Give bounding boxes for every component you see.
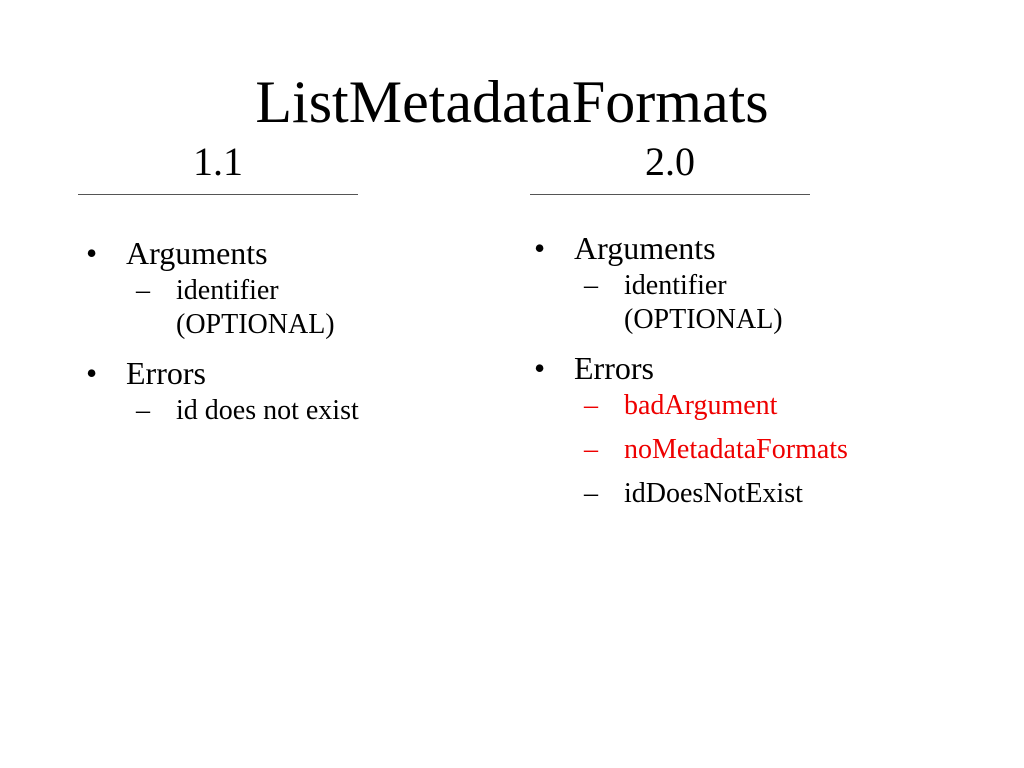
heading-divider-right <box>530 194 810 195</box>
sub-list <box>574 389 954 511</box>
list-item-text: noMetadataFormats <box>624 434 848 465</box>
list-item-text: identifier (OPTIONAL) <box>176 275 335 340</box>
sub-list <box>126 274 426 342</box>
section-arguments <box>86 232 426 342</box>
list-item-text: identifier (OPTIONAL) <box>624 270 783 335</box>
column-2-0 <box>534 227 954 521</box>
column-1-1 <box>86 232 426 438</box>
error-item-bad-argument <box>534 389 954 423</box>
bullet-icon: • <box>534 230 546 266</box>
section-errors <box>86 352 426 428</box>
section-label: Arguments <box>574 230 716 266</box>
section-arguments <box>534 227 954 337</box>
sub-list <box>574 269 954 337</box>
dash-icon: – <box>584 478 598 509</box>
sub-list <box>126 394 426 428</box>
dash-icon: – <box>584 270 598 301</box>
bullet-icon: • <box>86 355 98 391</box>
list-item-text: idDoesNotExist <box>624 478 803 509</box>
dash-icon: – <box>136 395 150 426</box>
dash-icon: – <box>136 275 150 306</box>
list-item <box>86 394 426 428</box>
error-item-id-does-not-exist <box>534 477 954 511</box>
section-label: Errors <box>126 355 206 391</box>
version-heading-1-1: 1.1 <box>193 139 243 184</box>
list-item-text: id does not exist <box>176 395 359 426</box>
error-item-no-metadata-formats <box>534 433 954 467</box>
section-errors <box>534 347 954 511</box>
section-label: Errors <box>574 350 654 386</box>
heading-divider-left <box>78 194 358 195</box>
dash-icon: – <box>584 390 598 421</box>
list-item <box>534 269 834 337</box>
version-heading-2-0: 2.0 <box>645 139 695 184</box>
section-label: Arguments <box>126 235 268 271</box>
bullet-icon: • <box>86 235 98 271</box>
list-item <box>86 274 386 342</box>
slide-title: ListMetadataFormats <box>255 69 769 135</box>
bullet-icon: • <box>534 350 546 386</box>
list-item-text: badArgument <box>624 390 778 421</box>
dash-icon: – <box>584 434 598 465</box>
